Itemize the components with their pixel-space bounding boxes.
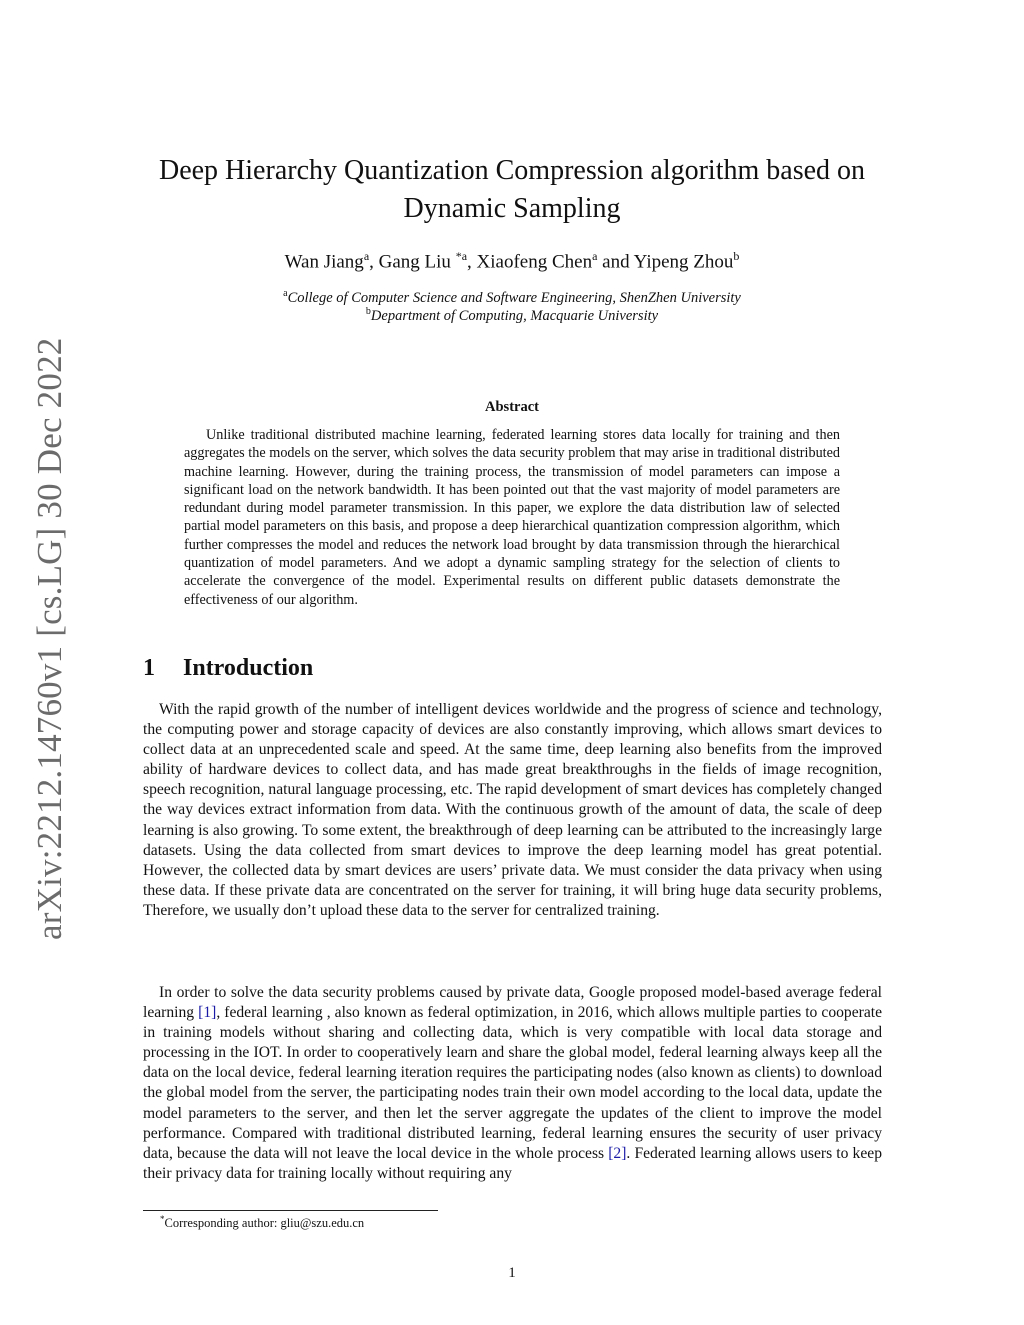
intro-paragraph-2 <box>143 983 882 1184</box>
paper-title <box>140 152 884 228</box>
affiliation-mark: b <box>365 306 371 317</box>
citation-link-1[interactable]: [1] <box>198 1004 217 1022</box>
section-number: 1 <box>143 655 155 681</box>
author-affil-mark: a <box>363 249 370 263</box>
paragraph-text: , federal learning , also known as federal optimization, in 2016, which allows multiple parties to cooperate in training models without sharing and collecting data, which is very compatible with local data storage and processing in the IOT. In order to cooperatively learn and share the global model, federal learning always keep all the data on the local device, federal learning iteration requires the participating nodes (also known as clients) to download the global model from the server, the participating nodes train their own model according to the local data, update the model parameters to the server, and then let the server aggregate the updates of the client to improve the model performance. Compared with traditional distributed learning, federal learning ensures the security of user privacy data, because the data will not leave the local device in the whole process <box>143 1004 882 1162</box>
footnote-text: Corresponding author: gliu@szu.edu.cn <box>164 1216 365 1231</box>
paragraph-text: In order to solve the data security problems caused by private data, Google proposed model-based average federal learning <box>143 984 882 1022</box>
paragraph-text: . Federated learning allows users to keep their privacy data for training locally without requiring any <box>143 1144 882 1182</box>
abstract-heading: Abstract <box>485 399 539 415</box>
author-list <box>140 249 884 273</box>
author-name: Gang Liu <box>378 251 456 273</box>
author-separator: , <box>467 251 477 273</box>
section-title: Introduction <box>183 655 314 681</box>
page-number: 1 <box>508 1265 516 1281</box>
title-line-2: Dynamic Sampling <box>403 193 621 224</box>
author-separator: , <box>369 251 379 273</box>
affiliation-text: College of Computer Science and Software Engineering, ShenZhen University <box>287 289 741 306</box>
abstract-text: Unlike traditional distributed machine learning, federated learning stores data locally for training and then aggregates the models on the server, which solves the data security problem that may arise in traditional distributed machine learning. However, during the training process, the transmission of model parameters can impose a significant load on the network bandwidth. It has been pointed out that the vast majority of model parameters are redundant during model parameter transmission. In this paper, we explore the data distribution law of selected partial model parameters on this basis, and propose a deep hierarchical quantization compression algorithm, which further compresses the model and reduces the network load brought by data transmission through the hierarchical quantization of model parameters. And we adopt a dynamic sampling strategy for the selection of clients to accelerate the convergence of the model. Experimental results on different public datasets demonstrate the effectiveness of our algorithm. <box>184 427 840 608</box>
intro-paragraph-1: With the rapid growth of the number of intelligent devices worldwide and the progress of science and technology, the computing power and storage capacity of devices are also constantly improving, which allows smart devices to collect data at an unprecedented scale and speed. At the same time, deep learning also benefits from the improved ability of hardware devices to collect data, and has made great breakthroughs in the fields of image recognition, speech recognition, natural language processing, etc. The rapid development of smart devices has completely changed the way devices extract information from data. With the continuous growth of the amount of data, the scale of deep learning is also growing. To some extent, the breakthrough of deep learning can be attributed to the increasingly large datasets. Using the data collected from smart devices to improve the deep learning model has great potential. However, the collected data by smart devices are users’ private data. We must consider the data privacy when using these data. If these private data are concentrated on the server for training, it will bring huge data security problems, Therefore, we usually don’t upload these data to the server for centralized training. <box>143 701 882 919</box>
section-heading <box>143 655 313 682</box>
footnote-mark: * <box>160 1214 165 1224</box>
author-affil-mark: *a <box>455 249 468 263</box>
author-name: Yipeng Zhou <box>633 251 734 273</box>
affiliation-b <box>140 306 884 325</box>
footnote-divider <box>143 1210 438 1211</box>
footnote <box>160 1214 364 1231</box>
title-line-1: Deep Hierarchy Quantization Compression algorithm based on <box>158 155 866 186</box>
affiliation-a <box>140 288 884 307</box>
author-name: Wan Jiang <box>284 251 364 273</box>
author-affil-mark: a <box>592 249 598 263</box>
citation-link-2[interactable]: [2] <box>608 1144 627 1162</box>
arxiv-identifier[interactable]: arXiv:2212.14760v1 [cs.LG] 30 Dec 2022 <box>30 337 69 940</box>
affiliation-mark: a <box>283 288 288 299</box>
affiliation-text: Department of Computing, Macquarie University <box>370 307 659 324</box>
author-affil-mark: b <box>733 249 740 263</box>
author-separator: and <box>597 251 634 273</box>
author-name: Xiaofeng Chen <box>476 251 593 273</box>
